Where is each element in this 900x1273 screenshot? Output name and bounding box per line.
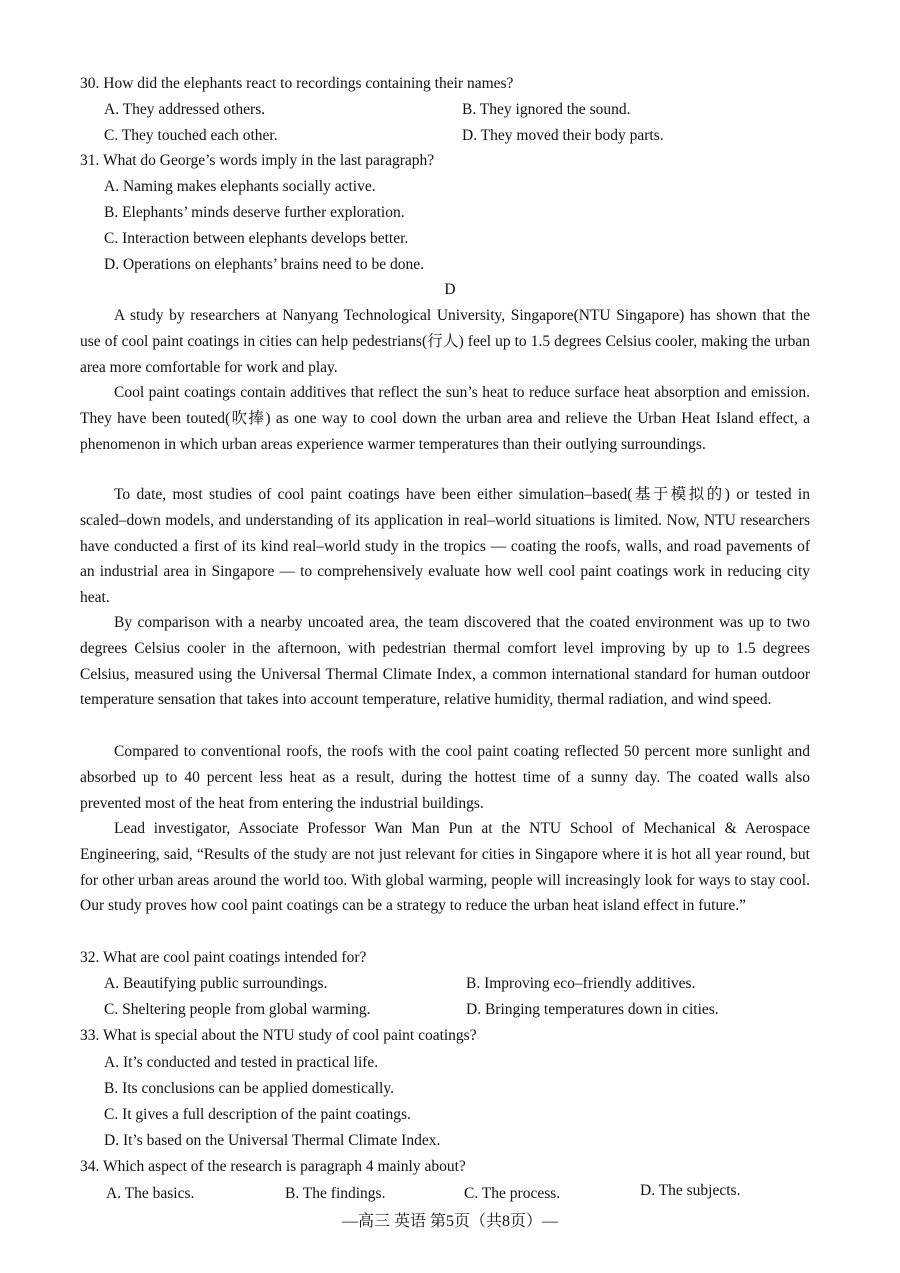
question-34-stem: 34. Which aspect of the research is paragraph 4 mainly about?: [80, 1158, 466, 1175]
question-34-option-c: C. The process.: [464, 1185, 561, 1202]
question-31-stem: 31. What do George’s words imply in the last paragraph?: [80, 152, 435, 169]
passage-paragraph-3: To date, most studies of cool paint coatings have been either simulation–based(基于模拟的) or tested in scaled–down models, and understanding of its application in real–world situations is limited. Now, NTU researchers have conducted a first of its kind real–world study in the tropics — coating the roofs, walls, and road pavements of an industrial area in Singapore — to comprehensively evaluate how well cool paint coatings work in reducing city heat.: [80, 486, 810, 607]
passage-paragraph-2: Cool paint coatings contain additives that reflect the sun’s heat to reduce surface heat absorption and emission. They have been touted(吹捧) as one way to cool down the urban area and relieve the Urban Heat Island effect, a phenomenon in which urban areas experience warmer temperatures than their outlying surroundings.: [80, 384, 810, 453]
passage-paragraph-5: Compared to conventional roofs, the roofs with the cool paint coating reflected 50 percent more sunlight and absorbed up to 40 percent less heat as a result, during the hottest time of a sunny day. The coated walls also prevented most of the heat from entering the industrial buildings.: [80, 743, 810, 812]
passage-paragraph-1: A study by researchers at Nanyang Technological University, Singapore(NTU Singapore) has shown that the use of cool paint coatings in cities can help pedestrians(行人) feel up to 1.5 degrees Celsius cooler, making the urban area more comfortable for work and play.: [80, 307, 810, 376]
question-30-option-d: D. They moved their body parts.: [462, 127, 664, 144]
question-34-option-d: D. The subjects.: [640, 1182, 741, 1199]
question-32-option-d: D. Bringing temperatures down in cities.: [466, 1001, 719, 1018]
question-31-option-c: C. Interaction between elephants develops better.: [104, 230, 409, 247]
question-30-option-b: B. They ignored the sound.: [462, 101, 631, 118]
question-32-option-c: C. Sheltering people from global warming.: [104, 1001, 371, 1018]
question-34-option-b: B. The findings.: [285, 1185, 386, 1202]
question-31-option-a: A. Naming makes elephants socially active.: [104, 178, 376, 195]
question-33-option-c: C. It gives a full description of the paint coatings.: [104, 1106, 411, 1123]
question-32-stem: 32. What are cool paint coatings intended for?: [80, 949, 367, 966]
question-30-option-a: A. They addressed others.: [104, 101, 266, 118]
section-heading: D: [444, 281, 456, 298]
question-33-stem: 33. What is special about the NTU study of cool paint coatings?: [80, 1027, 477, 1044]
question-33-option-b: B. Its conclusions can be applied domestically.: [104, 1080, 394, 1097]
passage-paragraph-4: By comparison with a nearby uncoated area, the team discovered that the coated environment was up to two degrees Celsius cooler in the afternoon, with pedestrian thermal comfort level improving by up to 1.5 degrees Celsius, measured using the Universal Thermal Climate Index, a common international standard for human outdoor temperature sensation that takes into account temperature, relative humidity, thermal radiation, and wind speed.: [80, 614, 810, 709]
question-33-option-d: D. It’s based on the Universal Thermal Climate Index.: [104, 1132, 441, 1149]
question-31-option-b: B. Elephants’ minds deserve further exploration.: [104, 204, 405, 221]
question-30-stem: 30. How did the elephants react to recordings containing their names?: [80, 75, 514, 92]
question-30-option-c: C. They touched each other.: [104, 127, 278, 144]
question-31-option-d: D. Operations on elephants’ brains need to be done.: [104, 256, 424, 273]
page-footer: —高三 英语 第5页（共8页）—: [341, 1213, 558, 1230]
passage-paragraph-6: Lead investigator, Associate Professor Wan Man Pun at the NTU School of Mechanical & Aerospace Engineering, said, “Results of the study are not just relevant for cities in Singapore where it is hot all year round, but for other urban areas around the world too. With global warming, people will increasingly look for ways to stay cool. Our study proves how cool paint coatings can be a strategy to reduce the urban heat island effect in future.”: [80, 820, 810, 915]
question-33-option-a: A. It’s conducted and tested in practical life.: [104, 1054, 379, 1071]
question-32-option-b: B. Improving eco–friendly additives.: [466, 975, 696, 992]
question-32-option-a: A. Beautifying public surroundings.: [104, 975, 328, 992]
question-34-option-a: A. The basics.: [106, 1185, 195, 1202]
